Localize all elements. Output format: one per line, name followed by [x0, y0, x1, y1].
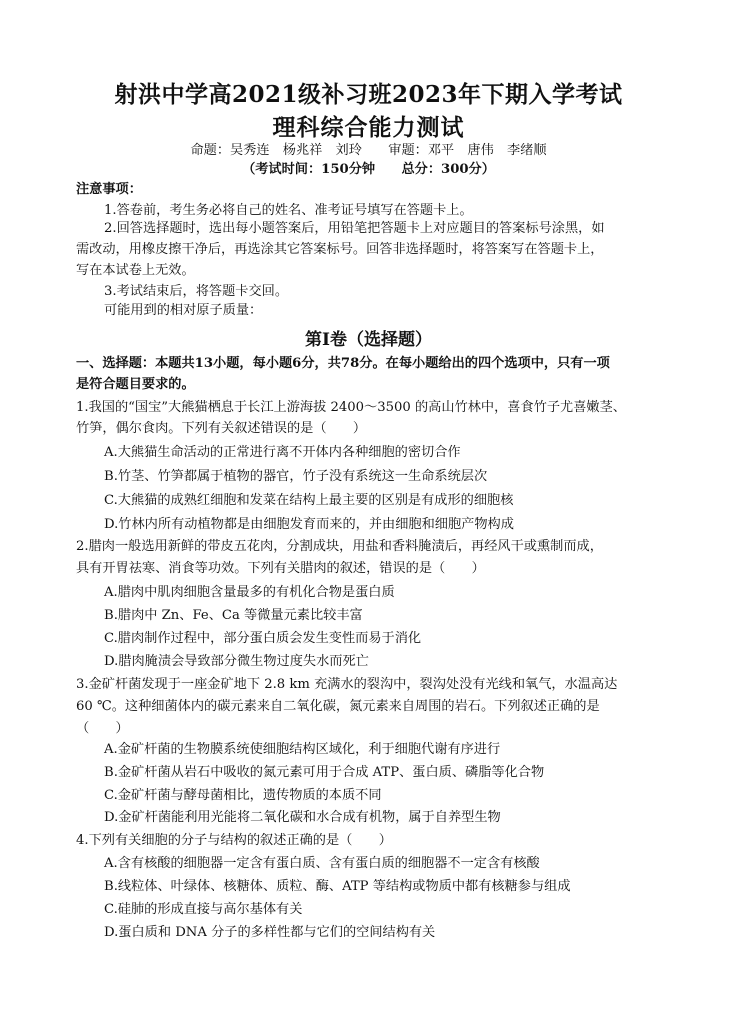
question-option: B.线粒体、叶绿体、核糖体、质粒、酶、ATP 等结构或物质中都有核糖参与组成 [104, 879, 571, 894]
question-stem: 1.我国的“国宝”大熊猫栖息于长江上游海拔 2400～3500 的高山竹林中，喜食竹子尤喜嫩茎、 [76, 400, 626, 415]
notes-heading: 注意事项： [76, 182, 142, 197]
question-option: D.腊肉腌渍会导致部分微生物过度失水而死亡 [104, 654, 369, 669]
note-item-3: 3.考试结束后，将答题卡交回。 [104, 284, 289, 299]
exam-info: （考试时间：150分钟 总分：300分） [242, 162, 495, 177]
question-option: D.竹林内所有动植物都是由细胞发育而来的，并由细胞和细胞产物构成 [104, 517, 514, 532]
note-item-2: 2.回答选择题时，选出每小题答案后，用铅笔把答题卡上对应题目的答案标号涂黑，如 [104, 221, 605, 236]
question-stem: 3.金矿杆菌发现于一座金矿地下 2.8 km 充满水的裂沟中，裂沟处没有光线和氧气，水温高达 [76, 677, 618, 692]
exam-title: 射洪中学高2021级补习班2023年下期入学考试 [114, 81, 623, 108]
question-stem-cont: （ ） [76, 721, 129, 736]
question-option: C.金矿杆菌与酵母菌相比，遗传物质的本质不同 [104, 788, 382, 803]
question-stem-cont: 具有开胃祛寒、消食等功效。下列有关腊肉的叙述，错误的是（ ） [76, 561, 485, 576]
question-option: C.腊肉制作过程中，部分蛋白质会发生变性而易于消化 [104, 631, 422, 646]
question-stem: 4.下列有关细胞的分子与结构的叙述正确的是（ ） [76, 833, 392, 848]
question-option: A.大熊猫生命活动的正常进行离不开体内各种细胞的密切合作 [104, 445, 461, 460]
question-stem: 2.腊肉一般选用新鲜的带皮五花肉，分割成块，用盐和香料腌渍后，再经风干或熏制而成， [76, 539, 603, 554]
question-option: C.硅肺的形成直接与高尔基体有关 [104, 902, 303, 917]
question-option: A.含有核酸的细胞器一定含有蛋白质、含有蛋白质的细胞器不一定含有核酸 [104, 856, 540, 871]
note-item-1: 1.答卷前，考生务必将自己的姓名、准考证号填写在答题卡上。 [104, 203, 473, 218]
section-title: 第Ⅰ卷（选择题） [305, 330, 432, 350]
atomic-mass-note: 可能用到的相对原子质量： [104, 303, 263, 318]
question-option: A.金矿杆菌的生物膜系统使细胞结构区域化，利于细胞代谢有序进行 [104, 742, 501, 757]
note-item-2-cont: 需改动，用橡皮擦干净后，再选涂其它答案标号。回答非选择题时，将答案写在答题卡上， [76, 242, 604, 257]
question-option: B.金矿杆菌从岩石中吸收的氮元素可用于合成 ATP、蛋白质、磷脂等化合物 [104, 765, 545, 780]
question-stem-cont: 竹笋，偶尔食肉。下列有关叙述错误的是（ ） [76, 421, 367, 436]
note-item-2-cont: 写在本试卷上无效。 [76, 263, 195, 278]
section-instruction: 一、选择题：本题共13小题，每小题6分，共78分。在每小题给出的四个选项中，只有一项 [76, 356, 610, 371]
question-option: A.腊肉中肌肉细胞含量最多的有机化合物是蛋白质 [104, 585, 395, 600]
question-option: D.蛋白质和 DNA 分子的多样性都与它们的空间结构有关 [104, 925, 436, 940]
section-instruction-cont: 是符合题目要求的。 [76, 377, 195, 392]
question-option: C.大熊猫的成熟红细胞和发菜在结构上最主要的区别是有成形的细胞核 [104, 493, 514, 508]
authors-line: 命题：吴秀连 杨兆祥 刘玲 审题：邓平 唐伟 李绪顺 [190, 143, 547, 158]
question-stem-cont: 60 ℃。这种细菌体内的碳元素来自二氧化碳，氮元素来自周围的岩石。下列叙述正确的是 [76, 699, 600, 714]
exam-subtitle: 理科综合能力测试 [272, 114, 465, 141]
question-option: D.金矿杆菌能利用光能将二氧化碳和水合成有机物，属于自养型生物 [104, 810, 501, 825]
question-option: B.腊肉中 Zn、Fe、Ca 等微量元素比较丰富 [104, 608, 363, 623]
question-option: B.竹茎、竹笋都属于植物的器官，竹子没有系统这一生命系统层次 [104, 469, 488, 484]
